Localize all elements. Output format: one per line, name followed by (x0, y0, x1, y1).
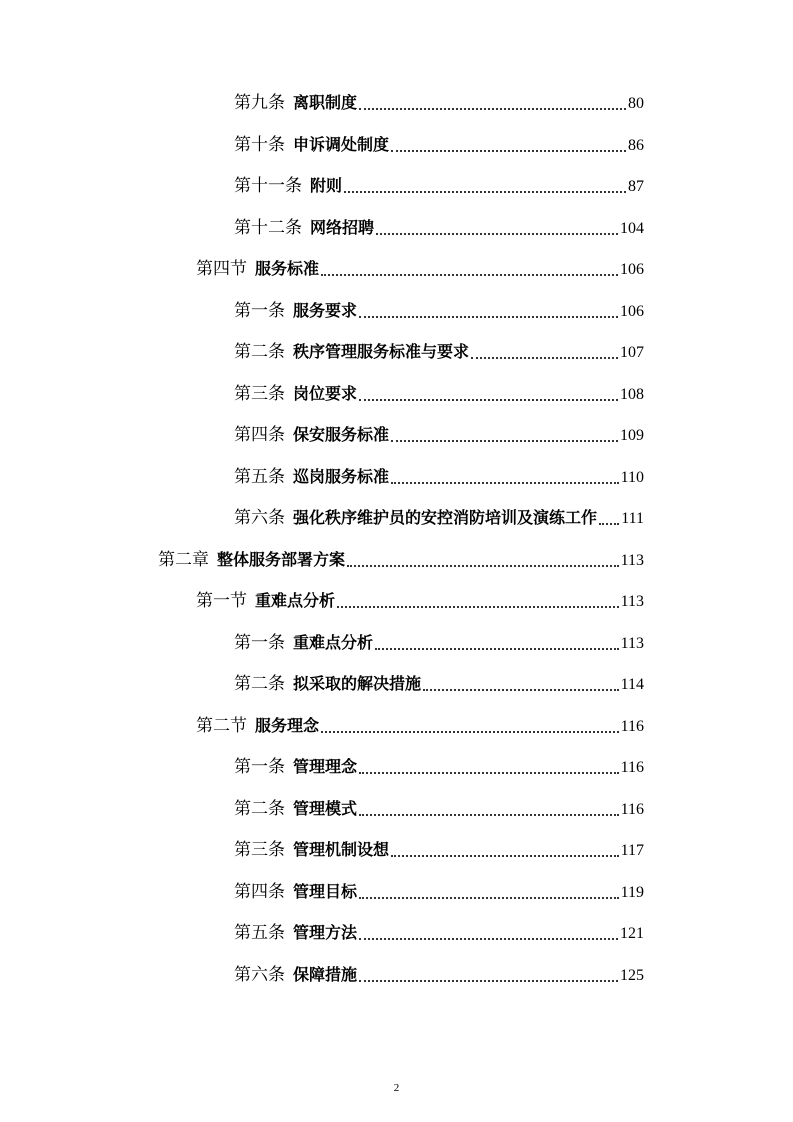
toc-entry-title: 重难点分析 (255, 591, 336, 610)
toc-entry-number: 第一条 (234, 632, 285, 653)
toc-dot-leader (347, 565, 619, 567)
toc-dot-leader (337, 606, 619, 608)
toc-entry-title: 管理方法 (293, 923, 358, 942)
toc-entry[interactable] (158, 545, 644, 575)
toc-dot-leader (375, 648, 619, 650)
toc-entry-page: 119 (620, 883, 644, 901)
toc-entry-title: 离职制度 (293, 93, 358, 112)
toc-entry-page: 80 (628, 95, 644, 112)
toc-dot-leader (391, 482, 619, 484)
toc-entry[interactable] (196, 254, 644, 284)
toc-entry-title: 管理机制设想 (293, 840, 390, 859)
toc-entry[interactable] (234, 503, 644, 533)
toc-dot-leader (321, 731, 619, 733)
toc-entry-number: 第四条 (234, 425, 285, 445)
toc-entry[interactable] (234, 794, 644, 824)
toc-entry-page: 108 (620, 385, 644, 403)
toc-entry-title: 秩序管理服务标准与要求 (293, 342, 470, 361)
toc-entry-page: 87 (628, 178, 644, 195)
toc-entry-number: 第九条 (234, 93, 285, 113)
toc-entry[interactable] (196, 711, 644, 741)
toc-entry-number: 第五条 (234, 466, 285, 487)
toc-entry[interactable] (234, 420, 644, 450)
toc-entry-title: 拟采取的解决措施 (293, 674, 422, 693)
toc-entry[interactable] (196, 586, 644, 616)
toc-entry-page: 104 (620, 219, 644, 237)
toc-entry[interactable] (234, 918, 644, 948)
toc-entry-title: 重难点分析 (293, 632, 374, 652)
toc-dot-leader (599, 523, 619, 525)
toc-dot-leader (359, 938, 618, 940)
toc-entry[interactable] (234, 88, 644, 118)
toc-entry-number: 第十条 (234, 134, 285, 155)
toc-entry-title: 管理理念 (293, 757, 358, 776)
toc-entry[interactable] (234, 752, 644, 782)
toc-dot-leader (376, 233, 618, 235)
page-number: 2 (393, 1082, 400, 1094)
toc-entry-title: 整体服务部署方案 (217, 549, 346, 569)
toc-entry-page: 116 (620, 717, 644, 735)
toc-entry[interactable] (234, 877, 644, 907)
toc-entry[interactable] (234, 669, 644, 699)
toc-entry-title: 服务要求 (293, 300, 358, 320)
toc-entry-title: 申诉调处制度 (293, 134, 390, 154)
toc-entry-title: 保安服务标准 (293, 425, 390, 444)
toc-dot-leader (359, 772, 619, 774)
toc-dot-leader (321, 274, 618, 276)
toc-entry[interactable] (234, 960, 644, 990)
toc-dot-leader (423, 689, 619, 691)
toc-entry-page: 106 (620, 302, 644, 320)
toc-dot-leader (391, 440, 618, 442)
toc-entry[interactable] (234, 379, 644, 409)
toc-entry-page: 114 (620, 676, 644, 693)
toc-entry-title: 岗位要求 (293, 383, 358, 403)
toc-dot-leader (359, 814, 619, 816)
toc-entry-title: 巡岗服务标准 (293, 466, 390, 486)
toc-entry-number: 第四条 (234, 881, 285, 902)
toc-entry-page: 113 (620, 634, 644, 652)
toc-entry[interactable] (234, 628, 644, 658)
toc-entry-number: 第二条 (234, 674, 285, 694)
toc-entry-page: 125 (620, 966, 644, 984)
toc-entry-number: 第三条 (234, 383, 285, 404)
toc-entry-page: 113 (620, 593, 644, 610)
toc-entry-page: 86 (628, 136, 644, 154)
toc-dot-leader (344, 191, 626, 193)
toc-dot-leader (359, 980, 618, 982)
toc-entry-number: 第三条 (234, 840, 285, 860)
toc-entry-number: 第五条 (234, 923, 285, 943)
toc-entry-page: 117 (620, 842, 644, 859)
toc-entry-page: 107 (620, 344, 644, 361)
toc-entry-number: 第一节 (196, 591, 247, 611)
toc-entry-number: 第二条 (234, 342, 285, 362)
toc-entry-title: 管理目标 (293, 881, 358, 901)
toc-entry-title: 网络招聘 (310, 217, 375, 237)
toc-entry-page: 116 (620, 800, 644, 818)
toc-entry[interactable] (234, 171, 644, 201)
toc-entry-title: 保障措施 (293, 964, 358, 984)
toc-entry[interactable] (234, 337, 644, 367)
toc-entry-title: 附则 (310, 176, 343, 195)
toc-dot-leader (359, 399, 618, 401)
toc-entry-page: 113 (620, 551, 644, 569)
toc-entry-number: 第一条 (234, 300, 285, 321)
toc-dot-leader (391, 150, 626, 152)
toc-dot-leader (359, 108, 626, 110)
toc-entry-number: 第一条 (234, 757, 285, 777)
toc-entry[interactable] (234, 130, 644, 160)
toc-dot-leader (359, 897, 619, 899)
toc-entry-title: 强化秩序维护员的安控消防培训及演练工作 (293, 508, 598, 527)
toc-entry-page: 116 (620, 759, 644, 776)
toc-entry[interactable] (234, 835, 644, 865)
toc-entry-page: 121 (620, 925, 644, 942)
toc-entry-page: 111 (621, 510, 644, 527)
toc-entry-title: 服务标准 (255, 259, 320, 278)
toc-dot-leader (391, 855, 619, 857)
toc-entry-title: 管理模式 (293, 798, 358, 818)
toc-entry-page: 109 (620, 427, 644, 444)
toc-entry-number: 第十一条 (234, 176, 302, 196)
toc-entry-number: 第六条 (234, 508, 285, 528)
toc-entry-page: 106 (620, 261, 644, 278)
toc-entry-number: 第六条 (234, 964, 285, 985)
toc-entry-page: 110 (620, 468, 644, 486)
toc-entry-number: 第二节 (196, 715, 247, 736)
toc-entry-number: 第四节 (196, 259, 247, 279)
toc-entry[interactable] (234, 213, 644, 243)
toc-entry-number: 第十二条 (234, 217, 302, 238)
toc-dot-leader (471, 357, 618, 359)
toc-entry-title: 服务理念 (255, 715, 320, 735)
toc-entry[interactable] (234, 296, 644, 326)
toc-entry-number: 第二章 (158, 549, 209, 570)
toc-dot-leader (359, 316, 618, 318)
toc-entry-number: 第二条 (234, 798, 285, 819)
toc-entry[interactable] (234, 462, 644, 492)
